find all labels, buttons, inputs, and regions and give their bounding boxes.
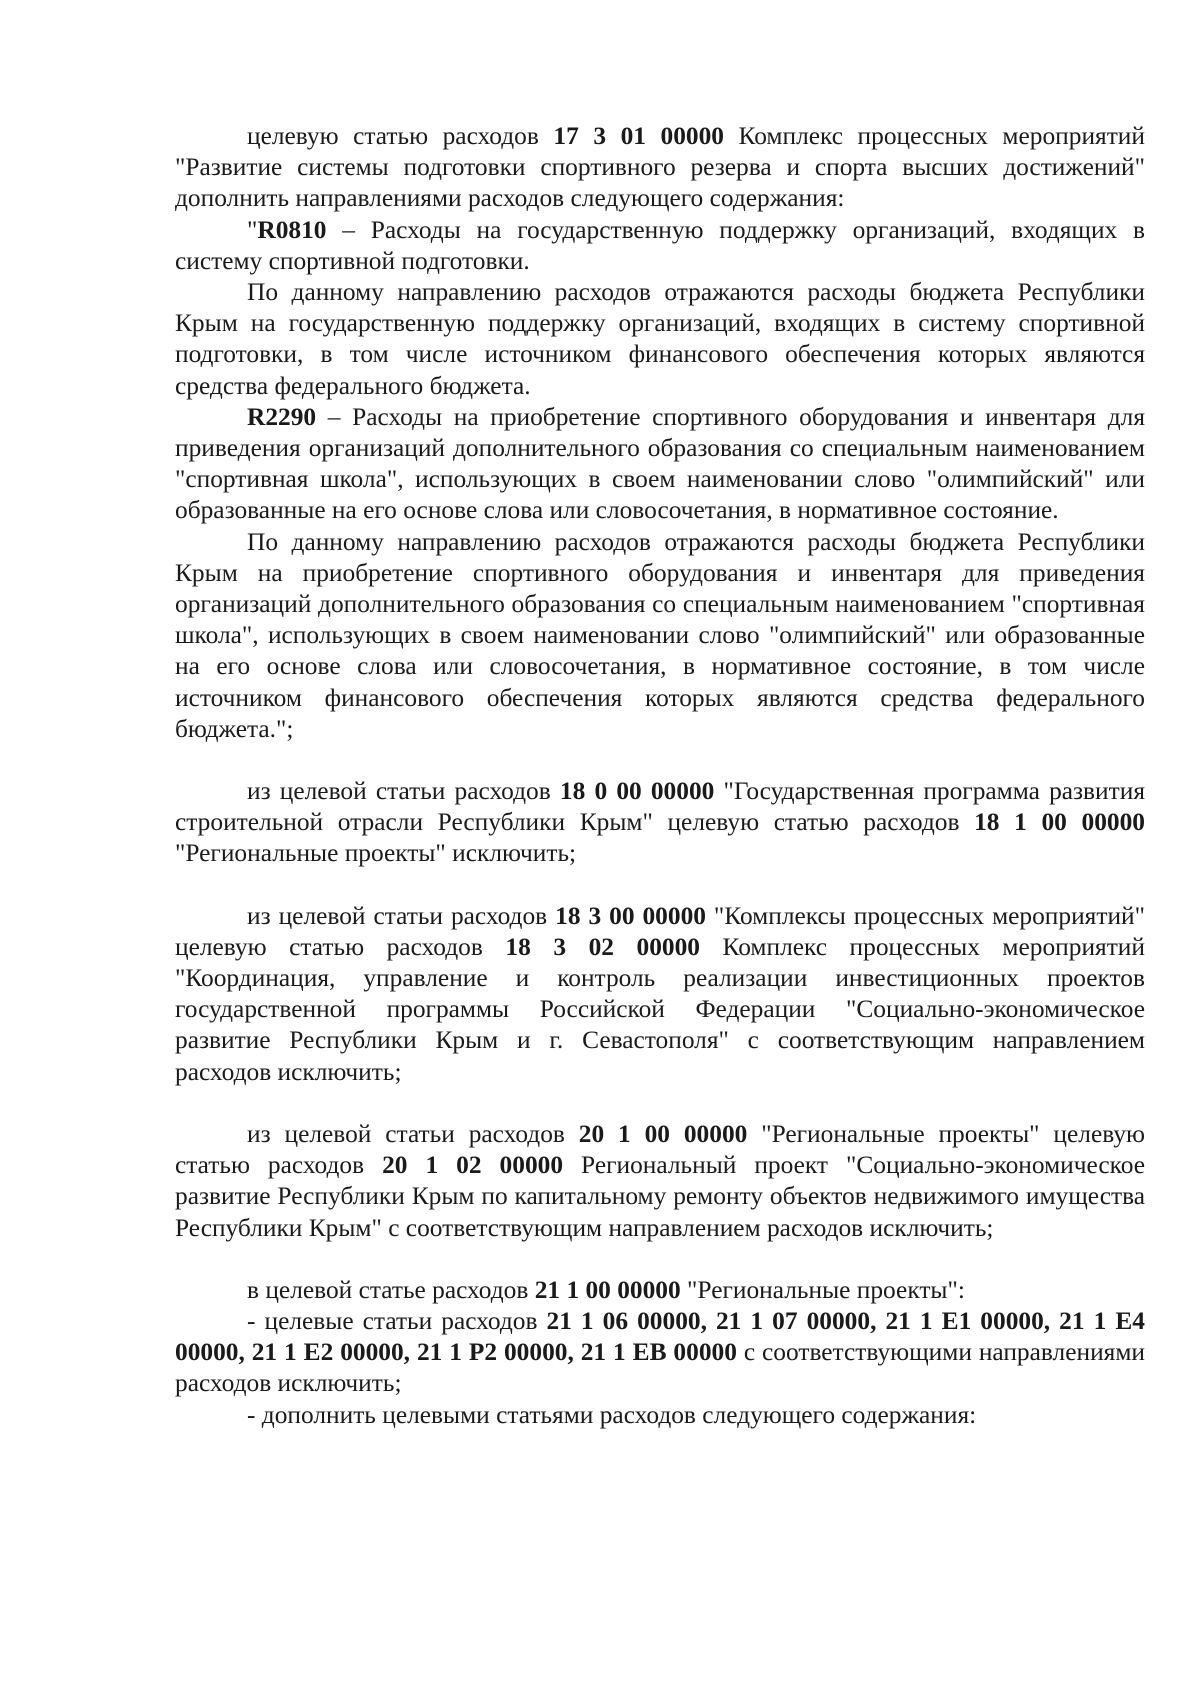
paragraph-text: из целевой статьи расходов bbox=[247, 901, 556, 930]
bold-code: 18 1 00 00000 bbox=[974, 808, 1145, 837]
paragraph-text: По данному направлению расходов отражаются расходы бюджета Республики Крым на приобретение спортивного оборудования и инвентаря для приведения организаций дополнительного образования со специальным наименованием "спортивная школа", использующих в своем наименовании слово "олимпийский" или образованные на его основе слова или словосочетания, в нормативное состояние, в том числе источником финансового обеспечения которых являются средства федерального бюджета."; bbox=[175, 527, 1145, 743]
paragraph bbox=[175, 277, 1145, 402]
paragraph bbox=[175, 776, 1145, 870]
bold-code: 18 3 00 00000 bbox=[555, 901, 706, 930]
paragraph-text: "Комплексы процессных мероприятий" целевую статью расходов bbox=[175, 901, 1145, 961]
paragraph-text: "Региональные проекты": bbox=[680, 1275, 965, 1304]
paragraph bbox=[175, 1400, 1145, 1431]
paragraph-text: Комплекс процессных мероприятий "Развитие системы подготовки спортивного резерва и спорта высших достижений" дополнить направлениями расходов следующего содержания: bbox=[175, 122, 1145, 213]
paragraph-text: "Региональные проекты" исключить; bbox=[175, 839, 577, 868]
paragraph-text: в целевой статье расходов bbox=[247, 1275, 535, 1304]
paragraph-text: Комплекс процессных мероприятий "Координация, управление и контроль реализации инвестиционных проектов государственной программы Российской Федерации "Социально-экономическое развитие Республики Крым и г. Севастополя" с соответствующим направлением расходов исключить; bbox=[175, 932, 1145, 1086]
paragraph bbox=[175, 1306, 1145, 1400]
paragraph-text: с соответствующими направлениями расходов исключить; bbox=[175, 1338, 1146, 1398]
paragraph-text: целевую статью расходов bbox=[247, 122, 554, 150]
paragraph-text: – Расходы на приобретение спортивного оборудования и инвентаря для приведения организаций дополнительного образования со специальным наименованием "спортивная школа", использующих в своем наименовании слово "олимпийский" или образованные на его основе слова или словосочетания, в нормативное состояние. bbox=[175, 402, 1145, 525]
paragraph bbox=[175, 527, 1145, 745]
bold-code: 21 1 06 00000, 21 1 07 00000, 21 1 E1 00000, 21 1 E4 00000, 21 1 E2 00000, 21 1 P2 00000, 21 1 EB 00000 bbox=[175, 1306, 1145, 1367]
bold-code: 20 1 02 00000 bbox=[382, 1151, 564, 1180]
paragraph-text: "Региональные проекты" целевую статью расходов bbox=[175, 1119, 1145, 1180]
bold-code: R2290 bbox=[247, 402, 317, 431]
document-body bbox=[175, 121, 1145, 1431]
bold-code: 18 0 00 00000 bbox=[559, 777, 715, 806]
paragraph bbox=[175, 402, 1145, 527]
paragraph bbox=[175, 1119, 1145, 1244]
paragraph bbox=[175, 901, 1145, 1088]
bold-code: 21 1 00 00000 bbox=[534, 1275, 681, 1304]
paragraph-text: "Государственная программа развития строительной отрасли Республики Крым" целевую статью расходов bbox=[175, 777, 1145, 837]
paragraph bbox=[175, 121, 1145, 215]
paragraph bbox=[175, 1275, 1145, 1306]
bold-code: 18 3 02 00000 bbox=[505, 932, 700, 961]
paragraph-text: По данному направлению расходов отражаются расходы бюджета Республики Крым на государственную поддержку организаций, входящих в систему спортивной подготовки, в том числе источником финансового обеспечения которых являются средства федерального бюджета. bbox=[175, 278, 1145, 400]
paragraph-text: - дополнить целевыми статьями расходов следующего содержания: bbox=[247, 1400, 977, 1429]
paragraph bbox=[175, 215, 1145, 277]
bold-code: R0810 bbox=[257, 215, 327, 244]
paragraph-text: - целевые статьи расходов bbox=[247, 1306, 547, 1335]
bold-code: 20 1 00 00000 bbox=[578, 1119, 748, 1148]
paragraph-text: Региональный проект "Социально-экономическое развитие Республики Крым по капитальному ремонту объектов недвижимого имущества Республики Крым" с соответствующим направлением расходов исключить; bbox=[175, 1151, 1146, 1242]
paragraph-text: – Расходы на государственную поддержку организаций, входящих в систему спортивной подготовки. bbox=[175, 215, 1145, 275]
paragraph-text: из целевой статьи расходов bbox=[247, 1119, 579, 1148]
paragraph-text: " bbox=[247, 215, 258, 244]
paragraph-text: из целевой статьи расходов bbox=[247, 777, 560, 806]
bold-code: 17 3 01 00000 bbox=[553, 122, 724, 150]
